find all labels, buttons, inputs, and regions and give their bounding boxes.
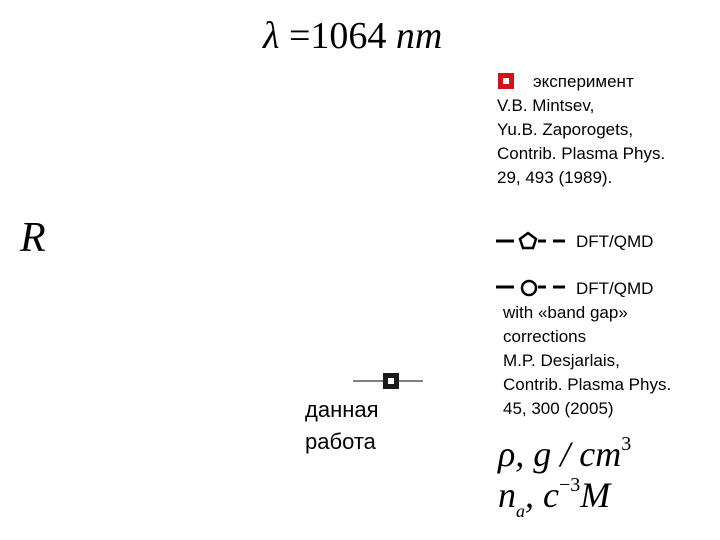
x-label-sep: , — [515, 434, 534, 474]
x2-label-sub: a — [516, 501, 525, 521]
x2-label-trail: M — [580, 475, 611, 515]
title-unit: nm — [395, 15, 443, 57]
title-eq: = — [288, 15, 311, 57]
x-label-units: g / cm — [533, 434, 622, 474]
x-axis-label — [498, 433, 631, 475]
title-lambda: λ — [263, 15, 280, 57]
legend-ref-line: 45, 300 (2005) — [503, 399, 614, 418]
annotation-line: работа — [305, 429, 376, 454]
legend-ref-dft-qmd-band-gap — [503, 301, 671, 421]
legend-ref-line: with «band gap» — [503, 303, 628, 322]
legend-ref-line: V.B. Mintsev, — [497, 96, 595, 115]
legend-ref-line: Contrib. Plasma Phys. — [503, 375, 672, 394]
x-axis-label-secondary — [498, 474, 611, 521]
legend-marker-dft-qmd — [496, 233, 565, 248]
legend-label-experiment: эксперимент — [533, 72, 634, 91]
legend-marker-dft-qmd-band-gap — [496, 281, 565, 295]
x-label-exp: 3 — [621, 433, 632, 455]
x-label-rho: ρ — [498, 434, 516, 474]
legend-marker-experiment — [498, 73, 514, 89]
legend-label-dft-qmd-band-gap: DFT/QMD — [576, 279, 654, 298]
legend-ref-line: Yu.B. Zaporogets, — [497, 120, 634, 139]
legend-label-dft-qmd: DFT/QMD — [576, 232, 654, 251]
legend-ref-experiment — [497, 94, 665, 190]
title-value: 1064 — [310, 15, 387, 57]
data-point-this-work — [353, 373, 423, 389]
y-axis-label: R — [20, 215, 46, 261]
x2-label-n: n — [498, 475, 516, 515]
legend-ref-line: M.P. Desjarlais, — [503, 351, 620, 370]
x2-label-exp: −3 — [558, 474, 581, 496]
legend-ref-line: 29, 493 (1989). — [497, 168, 613, 187]
annotation-this-work — [305, 394, 379, 458]
x2-label-c: c — [543, 475, 559, 515]
annotation-line: данная — [305, 397, 379, 422]
legend-ref-line: Contrib. Plasma Phys. — [497, 144, 666, 163]
legend-ref-line: corrections — [503, 327, 587, 346]
x2-label-sep: , — [525, 475, 543, 515]
